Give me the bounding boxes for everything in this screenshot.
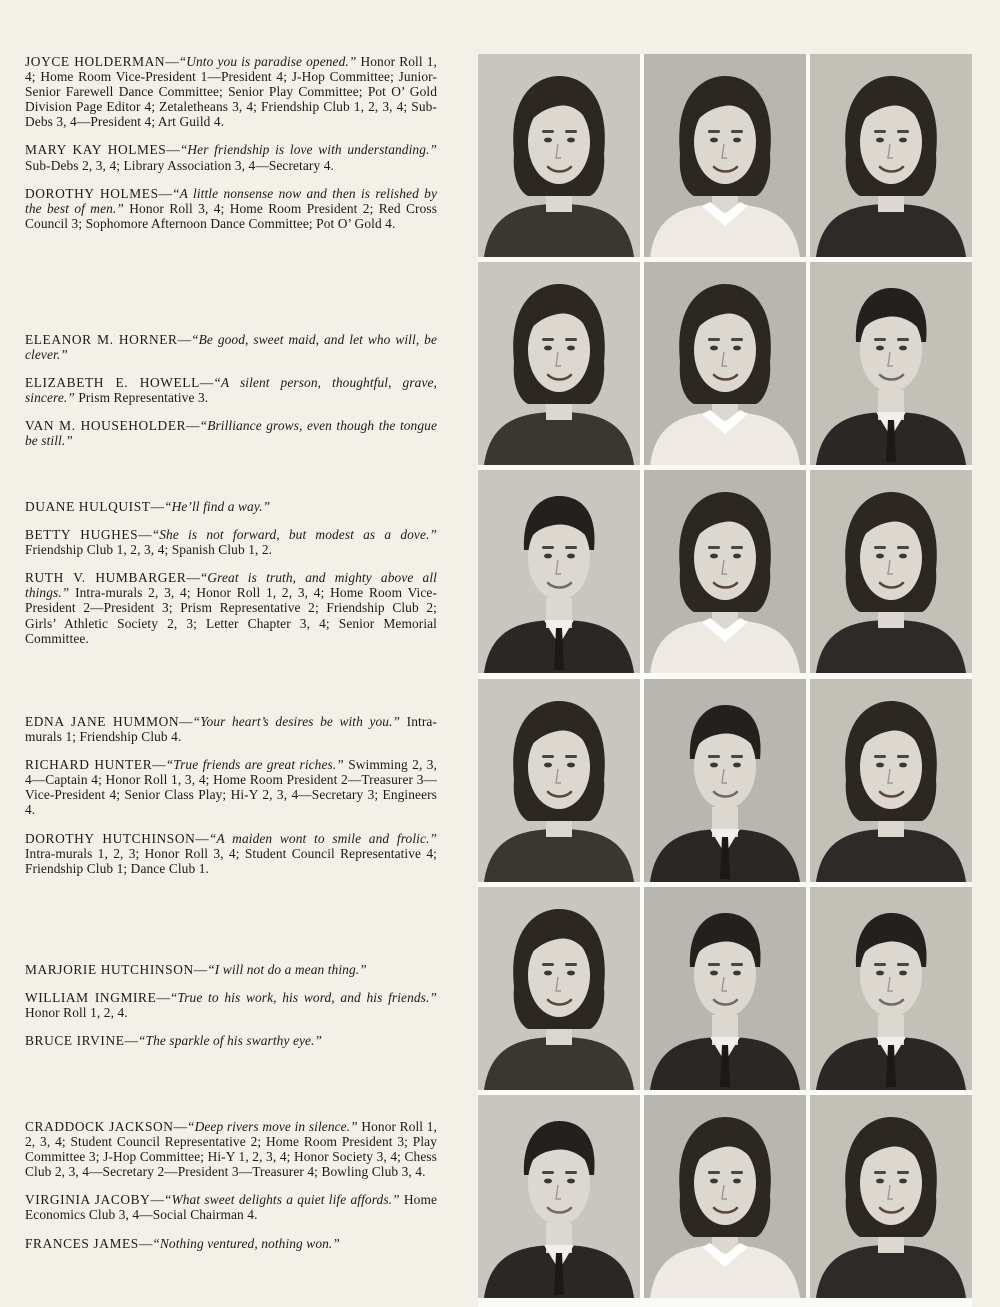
portrait-figure-icon: [810, 887, 972, 1090]
senior-name: DUANE HULQUIST: [25, 499, 151, 514]
senior-portrait: [478, 470, 640, 673]
senior-quote: “True friends are great riches.”: [165, 757, 344, 773]
senior-name: JOYCE HOLDERMAN: [25, 54, 166, 69]
portrait-figure-icon: [810, 262, 972, 465]
senior-entry: FRANCES JAMES—“Nothing ventured, nothing won.”: [25, 1235, 340, 1251]
senior-quote: “She is not forward, but modest as a dove.”: [151, 527, 438, 543]
senior-entry: MARJORIE HUTCHINSON—“I will not do a mean thing.”: [25, 962, 367, 977]
senior-quote: “A maiden wont to smile and frolic.”: [208, 830, 438, 846]
senior-activities: Sub-Debs 2, 3, 4; Library Association 3, 4—Secretary 4.: [25, 157, 334, 173]
senior-group-1: [25, 54, 437, 244]
portrait-figure-icon: [478, 54, 640, 257]
senior-activities: Honor Roll 3, 4; Home Room President 2; Red Cross Council 3; Sophomore Afternoon Dance Committee; Pot O’ Gold 4.: [25, 200, 437, 231]
senior-entry: CRADDOCK JACKSON—“Deep rivers move in silence.” Honor Roll 1, 2, 3, 4; Student Council Representative 2; Home Room President 3; Play Committee 3; J-Hop Committee; Hi-Y 1, 2, 3, 4; Honor Society 3, 4; Chess Club 2, 3, 4—Secretary 2—President 3—Treasurer 4; Bowling Club 3, 4.: [25, 1119, 437, 1180]
senior-group-4: [25, 714, 437, 889]
senior-entry: WILLIAM INGMIRE—“True to his work, his word, and his friends.” Honor Roll 1, 2, 4.: [25, 990, 437, 1021]
senior-entry: DOROTHY HUTCHINSON—“A maiden wont to smile and frolic.” Intra-murals 1, 2, 3; Honor Roll 3, 4; Student Council Representative 4; Friendship Club 1; Dance Club 1.: [25, 830, 438, 876]
senior-quote: “Nothing ventured, nothing won.”: [152, 1235, 340, 1251]
senior-portrait: [810, 679, 972, 882]
senior-portrait: [644, 470, 806, 673]
senior-quote: “What sweet delights a quiet life affords.”: [163, 1192, 400, 1208]
portrait-figure-icon: [810, 470, 972, 673]
senior-quote: “True to his work, his word, and his friends.”: [169, 990, 437, 1006]
portrait-figure-icon: [810, 54, 972, 257]
senior-name: DOROTHY HOLMES: [25, 185, 159, 201]
senior-activities: Prism Representative 3.: [78, 390, 209, 406]
senior-portrait: [810, 470, 972, 673]
senior-portrait: [810, 887, 972, 1090]
senior-quote: “I will not do a mean thing.”: [207, 962, 367, 977]
senior-name: CRADDOCK JACKSON: [25, 1119, 174, 1134]
senior-quote: “Great is truth, and mighty above all things.”: [25, 570, 437, 601]
senior-portrait: [478, 679, 640, 882]
senior-portrait: [810, 1095, 972, 1298]
senior-entry: DOROTHY HOLMES—“A little nonsense now and then is relished by the best of men.” Honor Roll 3, 4; Home Room President 2; Red Cross Council 3; Sophomore Afternoon Dance Committee; Pot O’ Gold 4.: [25, 185, 437, 231]
senior-entry: DUANE HULQUIST—“He’ll find a way.”: [25, 499, 271, 514]
senior-quote: “Her friendship is love with understanding.”: [179, 142, 437, 158]
senior-name: BETTY HUGHES: [25, 527, 139, 543]
senior-name: MARJORIE HUTCHINSON: [25, 962, 194, 977]
senior-entry: RICHARD HUNTER—“True friends are great riches.” Swimming 2, 3, 4—Captain 4; Honor Roll 1, 3, 4; Home Room President 2—Treasurer 3—Vice-President 4; Senior Class Play; Hi-Y 2, 3, 4—Secretary 3; Engineers 4.: [25, 757, 437, 818]
portrait-figure-icon: [644, 679, 806, 882]
senior-group-2: [25, 332, 437, 462]
senior-portrait: [644, 887, 806, 1090]
senior-entry: RUTH V. HUMBARGER—“Great is truth, and mighty above all things.” Intra-murals 2, 3, 4; Honor Roll 1, 2, 3, 4; Home Room Vice-President 2—President 3; Prism Representative 2; Friendship Club 2; Girls’ Athletic Society 2, 3; Letter Chapter 3, 4; Senior Memorial Committee.: [25, 570, 437, 646]
senior-portrait: [810, 54, 972, 257]
senior-name: MARY KAY HOLMES: [25, 142, 167, 158]
senior-entry: ELIZABETH E. HOWELL—“A silent person, thoughtful, grave, sincere.” Prism Representative 3.: [25, 375, 437, 406]
senior-portrait: [478, 54, 640, 257]
portrait-figure-icon: [644, 54, 806, 257]
portrait-figure-icon: [810, 679, 972, 882]
senior-portrait: [478, 262, 640, 465]
senior-activities: Swimming 2, 3, 4—Captain 4; Honor Roll 1, 3, 4; Home Room President 2—Treasurer 3—Vice-President 4; Senior Class Play; Hi-Y 2, 3, 4—Secretary 3; Engineers 4.: [25, 757, 437, 818]
senior-name: DOROTHY HUTCHINSON: [25, 830, 196, 846]
senior-entry: ELEANOR M. HORNER—“Be good, sweet maid, and let who will, be clever.”: [25, 332, 437, 363]
senior-entry: BRUCE IRVINE—“The sparkle of his swarthy eye.”: [25, 1033, 323, 1049]
senior-name: RICHARD HUNTER: [25, 757, 153, 773]
senior-portrait: [478, 1095, 640, 1298]
senior-name: ELIZABETH E. HOWELL: [25, 375, 200, 391]
portrait-figure-icon: [478, 262, 640, 465]
senior-group-3: [25, 499, 437, 659]
senior-name: VIRGINIA JACOBY: [25, 1192, 151, 1208]
senior-quote: “Your heart’s desires be with you.”: [192, 714, 401, 729]
senior-quote: “A silent person, thoughtful, grave, sincere.”: [25, 375, 437, 406]
portrait-figure-icon: [478, 679, 640, 882]
senior-quote: “Brilliance grows, even though the tongue be still.”: [25, 418, 437, 449]
senior-entry: MARY KAY HOLMES—“Her friendship is love with understanding.” Sub-Debs 2, 3, 4; Library Association 3, 4—Secretary 4.: [25, 142, 437, 173]
senior-quote: “Unto you is paradise opened.”: [178, 54, 357, 69]
senior-name: WILLIAM INGMIRE: [25, 990, 157, 1006]
portrait-figure-icon: [478, 887, 640, 1090]
senior-name: ELEANOR M. HORNER: [25, 332, 178, 347]
senior-activities: Home Economics Club 3, 4—Social Chairman 4.: [25, 1192, 437, 1223]
senior-portrait: [644, 1095, 806, 1298]
senior-quote: “Deep rivers move in silence.”: [187, 1119, 358, 1134]
senior-portrait: [810, 262, 972, 465]
portrait-grid: [478, 54, 972, 1307]
portrait-figure-icon: [644, 262, 806, 465]
senior-name: RUTH V. HUMBARGER: [25, 570, 187, 586]
senior-activities: Honor Roll 1, 2, 4.: [25, 1005, 128, 1021]
senior-quote: “Be good, sweet maid, and let who will, be clever.”: [25, 332, 437, 363]
senior-portrait: [644, 54, 806, 257]
portrait-figure-icon: [478, 1095, 640, 1298]
portrait-figure-icon: [644, 470, 806, 673]
senior-entry: BETTY HUGHES—“She is not forward, but modest as a dove.” Friendship Club 1, 2, 3, 4; Spanish Club 1, 2.: [25, 527, 438, 558]
senior-name: VAN M. HOUSEHOLDER: [25, 418, 187, 434]
portrait-figure-icon: [478, 470, 640, 673]
senior-quote: “He’ll find a way.”: [164, 499, 271, 514]
senior-activities: Honor Roll 1, 4; Home Room Vice-President 1—President 4; J-Hop Committee; Junior-Senior Farewell Dance Committee; Senior Play Committee; Pot O’ Gold Division Page Editor 4; Zetaletheans 3, 4; Friendship Club 1, 2, 3, 4; Sub-Debs 3, 4—President 4; Art Guild 4.: [25, 54, 438, 130]
portrait-figure-icon: [644, 1095, 806, 1298]
senior-entry: EDNA JANE HUMMON—“Your heart’s desires be with you.” Intra-murals 1; Friendship Club 4.: [25, 714, 437, 745]
senior-portrait: [478, 887, 640, 1090]
senior-portrait: [644, 679, 806, 882]
senior-activities: Honor Roll 1, 2, 3, 4; Student Council Representative 2; Home Room President 3; Play Committee 3; J-Hop Committee; Hi-Y 1, 2, 3, 4; Honor Society 3, 4; Chess Club 2, 3, 4—Secretary 2—President 3—Treasurer 4; Bowling Club 3, 4.: [25, 1119, 437, 1180]
senior-entry: VAN M. HOUSEHOLDER—“Brilliance grows, even though the tongue be still.”: [25, 418, 437, 449]
senior-name: FRANCES JAMES: [25, 1235, 139, 1251]
senior-name: BRUCE IRVINE: [25, 1033, 125, 1049]
portrait-figure-icon: [644, 887, 806, 1090]
senior-activities: Friendship Club 1, 2, 3, 4; Spanish Club 1, 2.: [25, 542, 273, 558]
senior-quote: “A little nonsense now and then is relished by the best of men.”: [25, 185, 437, 216]
senior-entry: VIRGINIA JACOBY—“What sweet delights a quiet life affords.” Home Economics Club 3, 4—Social Chairman 4.: [25, 1192, 437, 1223]
senior-activities: Intra-murals 1, 2, 3; Honor Roll 3, 4; Student Council Representative 4; Friendship Club 1; Dance Club 1.: [25, 845, 437, 876]
senior-portrait: [644, 262, 806, 465]
senior-group-5: [25, 962, 437, 1061]
senior-entry: JOYCE HOLDERMAN—“Unto you is paradise opened.” Honor Roll 1, 4; Home Room Vice-President 1—President 4; J-Hop Committee; Junior-Senior Farewell Dance Committee; Senior Play Committee; Pot O’ Gold Division Page Editor 4; Zetaletheans 3, 4; Friendship Club 1, 2, 3, 4; Sub-Debs 3, 4—President 4; Art Guild 4.: [25, 54, 438, 130]
portrait-figure-icon: [810, 1095, 972, 1298]
senior-group-6: [25, 1119, 437, 1264]
senior-quote: “The sparkle of his swarthy eye.”: [138, 1033, 323, 1049]
senior-activities: Intra-murals 2, 3, 4; Honor Roll 1, 2, 3, 4; Home Room Vice-President 2—President 3; Prism Representative 2; Friendship Club 2; Girls’ Athletic Society 2, 3; Letter Chapter 3, 4; Senior Memorial Committee.: [25, 585, 437, 646]
senior-activities: Intra-murals 1; Friendship Club 4.: [25, 714, 437, 745]
senior-name: EDNA JANE HUMMON: [25, 714, 180, 729]
